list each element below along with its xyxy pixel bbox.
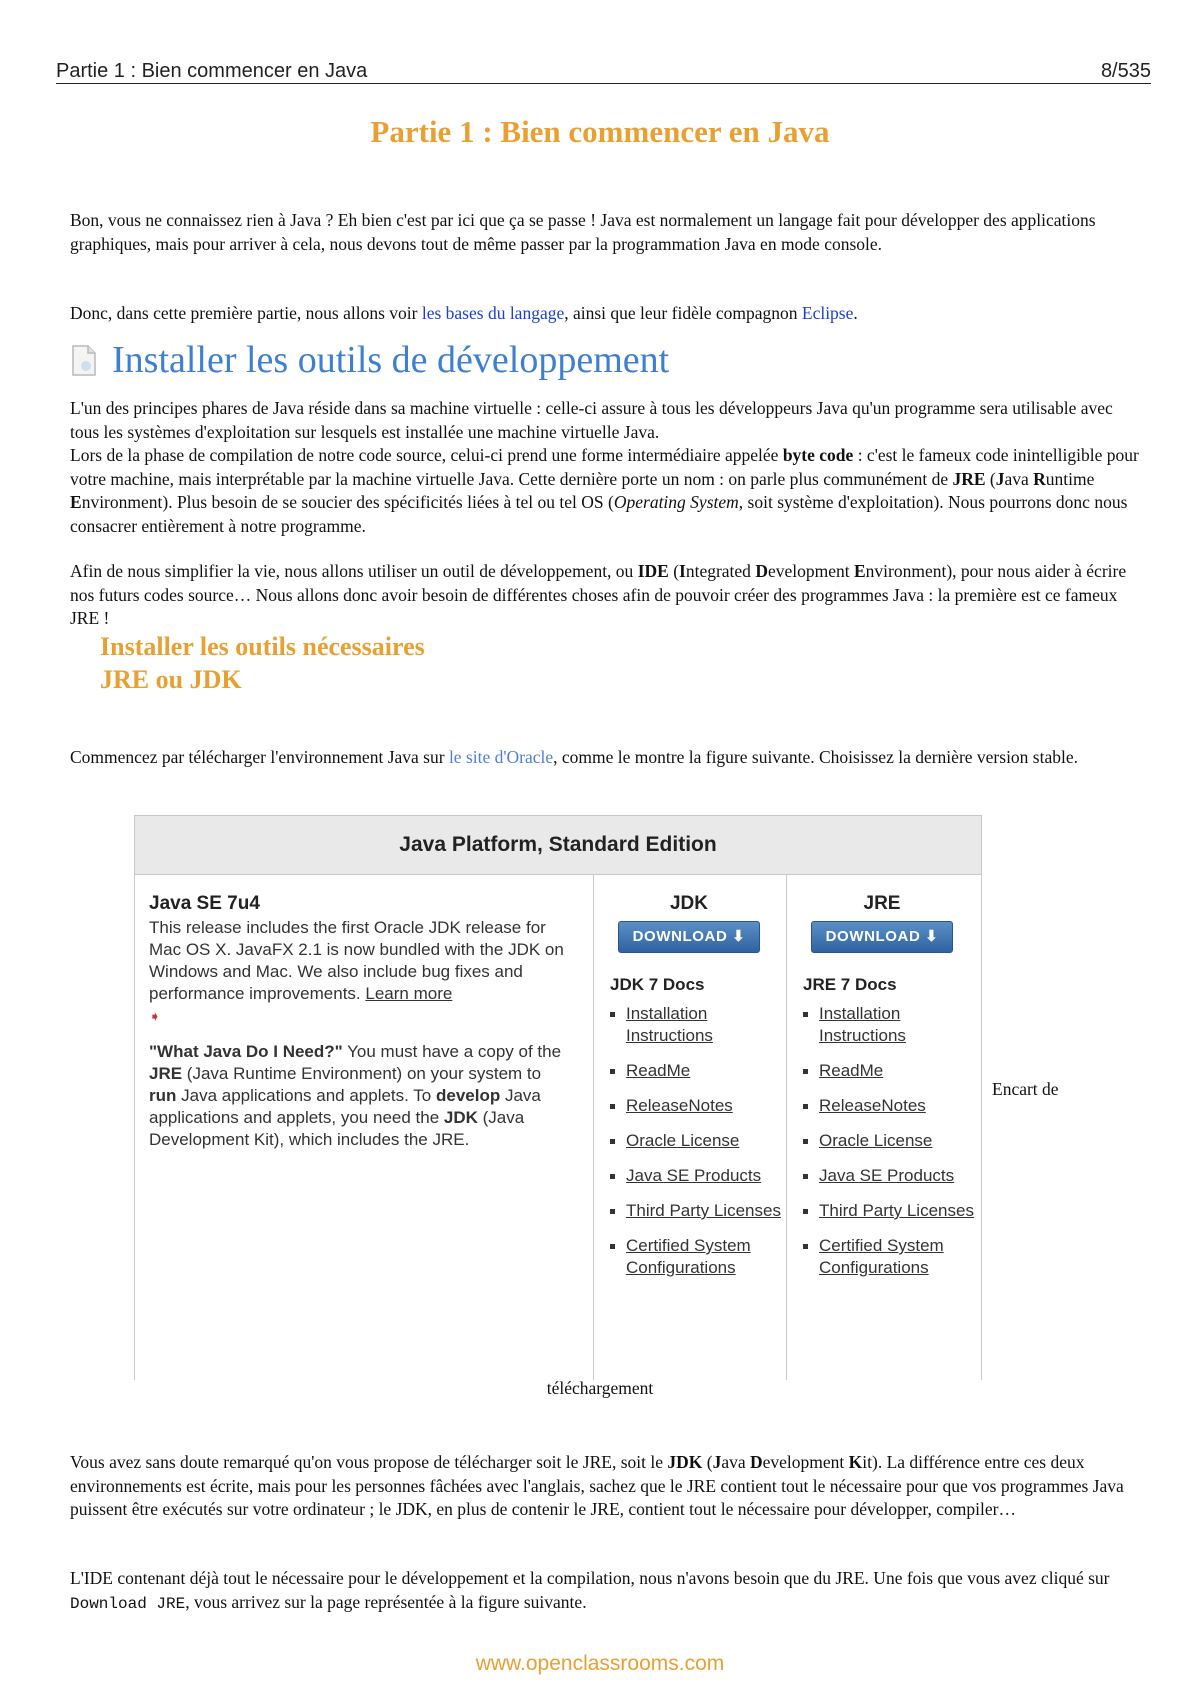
jdk-third-party-link[interactable]: Third Party Licenses bbox=[626, 1201, 781, 1220]
jre-third-party-link[interactable]: Third Party Licenses bbox=[819, 1201, 974, 1220]
release-text: This release includes the first Oracle JDK release for Mac OS X. JavaFX 2.1 is now bundled with the JDK on Windows and Mac. We also include bug fixes and performance improvements. bbox=[149, 918, 564, 1003]
list-item bbox=[610, 1200, 784, 1222]
page-number: 8/535 bbox=[1100, 60, 1151, 82]
release-title: Java SE 7u4 bbox=[149, 893, 260, 914]
figure-caption-part1: Encart de bbox=[992, 1079, 1059, 1099]
jre-products-link[interactable]: Java SE Products bbox=[819, 1166, 955, 1185]
jdk-download-button[interactable]: DOWNLOAD ⬇ bbox=[618, 921, 760, 953]
arrow-icon: ➧ bbox=[149, 1008, 161, 1024]
list-item bbox=[610, 1060, 784, 1082]
running-header-title: Partie 1 : Bien commencer en Java bbox=[56, 60, 368, 82]
divider bbox=[134, 874, 135, 1380]
download-paragraph: Commencez par télécharger l'environnement Java sur le site d'Oracle, comme le montre la figure suivante. Choisissez la dernière version stable. bbox=[70, 747, 1078, 767]
jdk-readme-link[interactable]: ReadMe bbox=[626, 1061, 691, 1080]
jdk-docs-list bbox=[594, 1003, 784, 1279]
jre-certified-link[interactable]: Certified System Configurations bbox=[819, 1236, 944, 1277]
jre-installation-link[interactable]: Installation Instructions bbox=[819, 1004, 906, 1045]
intro-text: . bbox=[853, 303, 858, 323]
jdk-column bbox=[594, 893, 784, 1292]
figure-header: Java Platform, Standard Edition bbox=[134, 815, 982, 875]
outro-paragraph-1: Vous avez sans doute remarqué qu'on vous propose de télécharger soit le JRE, soit le JDK (Java Development Kit). La différence entre ces deux environnements est écrite, mais pour les personnes fâchées avec l'anglais, sachez que le JRE contient tout le nécessaire pour que vos programmes Java puissent être exécutés sur votre ordinateur ; le JDK, en plus de contenir le JRE, contient tout le nécessaire pour développer, compiler… bbox=[70, 1452, 1124, 1519]
footer-url: www.openclassrooms.com bbox=[475, 1652, 725, 1675]
jdk-installation-link[interactable]: Installation Instructions bbox=[626, 1004, 713, 1045]
list-item bbox=[803, 1060, 977, 1082]
outro-paragraph-2: L'IDE contenant déjà tout le nécessaire pour le développement et la compilation, nous n'avons besoin que du JRE. Une fois que vous avez cliqué sur Download JRE, vous arrivez sur la page représentée à la figure suivante. bbox=[70, 1568, 1110, 1613]
intro-text: , ainsi que leur fidèle compagnon bbox=[564, 303, 802, 323]
section-paragraph-3: Afin de nous simplifier la vie, nous allons utiliser un outil de développement, ou IDE (Integrated Development Environment), pour nous aider à écrire nos futurs codes source… Nous allons donc avoir besoin de différentes choses afin de pouvoir créer des programmes Java : la première est ce fameux JRE ! bbox=[70, 561, 1127, 628]
jre-column bbox=[787, 893, 977, 1292]
jre-title: JRE bbox=[863, 893, 901, 914]
code-download-jre: Download JRE bbox=[70, 1594, 186, 1613]
figure-caption-part2: téléchargement bbox=[546, 1378, 654, 1398]
list-item bbox=[803, 1235, 977, 1279]
link-bases-du-langage[interactable]: les bases du langage bbox=[421, 303, 565, 323]
intro-text: Donc, dans cette première partie, nous allons voir bbox=[70, 303, 422, 323]
section-paragraph-2: Lors de la phase de compilation de notre code source, celui-ci prend une forme intermédiaire appelée byte code : c'est le fameux code inintelligible pour votre machine, mais interprétable par la machine virtuelle Java. Cette dernière porte un nom : on parle plus communément de JRE (Java Runtime Environment). Plus besoin de se soucier des spécificités liées à tel ou tel OS (Operating System, soit système d'exploitation). Nous pourrons donc nous consacrer entièrement à notre programme. bbox=[70, 445, 1139, 536]
list-item bbox=[803, 1130, 977, 1152]
what-java-text: "What Java Do I Need?" You must have a copy of the JRE (Java Runtime Environment) on your system to run Java applications and applets. To develop Java applications and applets, you need the JDK (Java Development Kit), which includes the JRE. bbox=[149, 1042, 562, 1149]
divider bbox=[981, 874, 982, 1380]
list-item bbox=[610, 1235, 784, 1279]
list-item bbox=[610, 1130, 784, 1152]
oracle-download-figure bbox=[134, 815, 982, 1380]
list-item bbox=[803, 1200, 977, 1222]
jre-docs-title: JRE 7 Docs bbox=[803, 975, 897, 994]
subsection-heading: Installer les outils nécessaires bbox=[100, 632, 425, 661]
subsubsection-heading: JRE ou JDK bbox=[100, 665, 242, 694]
section-paragraph-1: L'un des principes phares de Java réside dans sa machine virtuelle : celle-ci assure à tous les développeurs Java qu'un programme sera utilisable avec tous les systèmes d'exploitation sur lesquels est installée une machine virtuelle Java. bbox=[70, 398, 1113, 442]
list-item bbox=[610, 1095, 784, 1117]
jdk-docs-title: JDK 7 Docs bbox=[610, 975, 705, 994]
list-item bbox=[803, 1003, 977, 1047]
list-item bbox=[803, 1095, 977, 1117]
document-icon bbox=[70, 344, 98, 377]
list-item bbox=[610, 1165, 784, 1187]
jdk-title: JDK bbox=[669, 893, 708, 914]
jdk-releasenotes-link[interactable]: ReleaseNotes bbox=[626, 1096, 733, 1115]
jdk-products-link[interactable]: Java SE Products bbox=[626, 1166, 762, 1185]
list-item bbox=[803, 1165, 977, 1187]
jre-docs-list bbox=[787, 1003, 977, 1279]
jre-download-button[interactable]: DOWNLOAD ⬇ bbox=[811, 921, 953, 953]
part-title: Partie 1 : Bien commencer en Java bbox=[370, 114, 830, 149]
jre-readme-link[interactable]: ReadMe bbox=[819, 1061, 884, 1080]
learn-more-link[interactable]: Learn more bbox=[365, 984, 453, 1003]
link-site-oracle[interactable]: le site d'Oracle bbox=[448, 747, 554, 767]
section-title: Installer les outils de développement bbox=[112, 339, 670, 381]
link-eclipse[interactable]: Eclipse bbox=[801, 303, 854, 323]
section-heading bbox=[70, 338, 669, 382]
release-description bbox=[149, 893, 569, 1151]
list-item bbox=[610, 1003, 784, 1047]
jre-releasenotes-link[interactable]: ReleaseNotes bbox=[819, 1096, 926, 1115]
jdk-license-link[interactable]: Oracle License bbox=[626, 1131, 740, 1150]
jdk-certified-link[interactable]: Certified System Configurations bbox=[626, 1236, 751, 1277]
intro-paragraph-2 bbox=[70, 302, 1145, 326]
header-rule bbox=[56, 83, 1151, 84]
intro-paragraph-1: Bon, vous ne connaissez rien à Java ? Eh bien c'est par ici que ça se passe ! Java est normalement un langage fait pour développer des applications graphiques, mais pour arriver à cela, nous devons tout de même passer par la programmation Java en mode console. bbox=[70, 210, 1096, 254]
jre-license-link[interactable]: Oracle License bbox=[819, 1131, 933, 1150]
